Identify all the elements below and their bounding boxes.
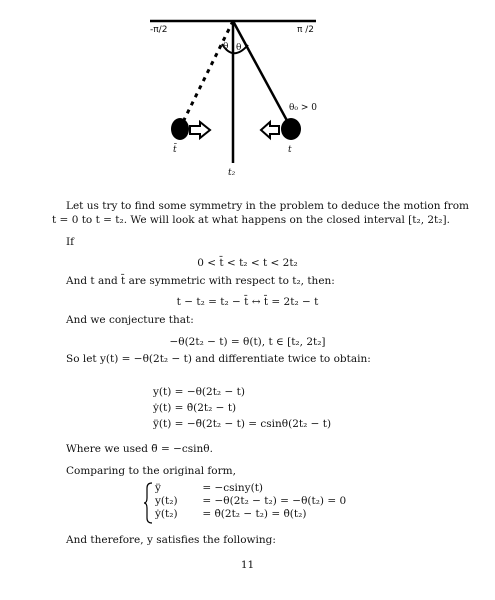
paragraph-7: And therefore, y satisfies the following:: [66, 534, 276, 546]
left-limit-label: -π/2: [150, 25, 168, 35]
page-number: 11: [240, 559, 255, 571]
system-row-2-right: = −θ(2t₂ − t₂) = −θ(t₂) = 0: [202, 495, 347, 507]
theta0-label: θ₀ > 0: [289, 103, 318, 113]
paragraph-5: Where we used θ̈ = −csinθ.: [66, 443, 213, 455]
right-limit-label: π /2: [297, 25, 315, 35]
arrow-left-icon: [261, 122, 279, 138]
pendulum-rod-left-dashed: [180, 21, 233, 128]
paragraph-2: And t and t̄ are symmetric with respect to t₂, then:: [66, 275, 335, 287]
paragraph-if: If: [66, 236, 75, 248]
arrow-right-icon: [190, 122, 210, 138]
theta-right-label: θ: [236, 43, 242, 53]
left-brace: [144, 482, 154, 524]
equation-4-line-3: ÿ(t) = −θ̈(2t₂ − t) = csinθ(2t₂ − t): [153, 418, 332, 430]
pendulum-bob-right: [281, 118, 301, 140]
system-row-3-left: ẏ(t₂): [155, 508, 178, 520]
pendulum-figure: [0, 0, 495, 190]
t2-label: t₂: [228, 168, 236, 178]
pendulum-bob-left: [171, 118, 189, 140]
equation-3: −θ(2t₂ − t) = θ(t), t ∈ [t₂, 2t₂]: [169, 336, 326, 348]
t-label: t: [288, 145, 292, 155]
equation-system: [155, 482, 346, 521]
paragraph-1-line-2: t = 0 to t = t₂. We will look at what happens on the closed interval [t₂, 2t₂].: [52, 214, 450, 226]
equation-1: 0 < t̄ < t₂ < t < 2t₂: [197, 257, 298, 269]
theta-left-label: θ: [223, 42, 229, 52]
paragraph-6: Comparing to the original form,: [66, 465, 236, 477]
system-row-1-right: = −csiny(t): [202, 482, 264, 494]
t-bar-label: t̄: [173, 145, 177, 155]
equation-4-line-2: ẏ(t) = θ̇(2t₂ − t): [153, 402, 237, 414]
equation-2: t − t₂ = t₂ − t̄ ↔ t̄ = 2t₂ − t: [176, 296, 319, 308]
paragraph-4: So let y(t) = −θ(2t₂ − t) and differentiate twice to obtain:: [66, 353, 371, 365]
equation-4-line-1: y(t) = −θ(2t₂ − t): [153, 386, 245, 398]
paragraph-3: And we conjecture that:: [66, 314, 194, 326]
paragraph-1-line-1: Let us try to find some symmetry in the problem to deduce the motion from: [66, 200, 469, 212]
pendulum-rod-right: [233, 21, 291, 128]
system-row-2-left: y(t₂): [155, 495, 178, 507]
system-row-1-left: ÿ: [155, 482, 161, 494]
system-row-3-right: = θ̇(2t₂ − t₂) = θ̇(t₂): [202, 508, 307, 520]
